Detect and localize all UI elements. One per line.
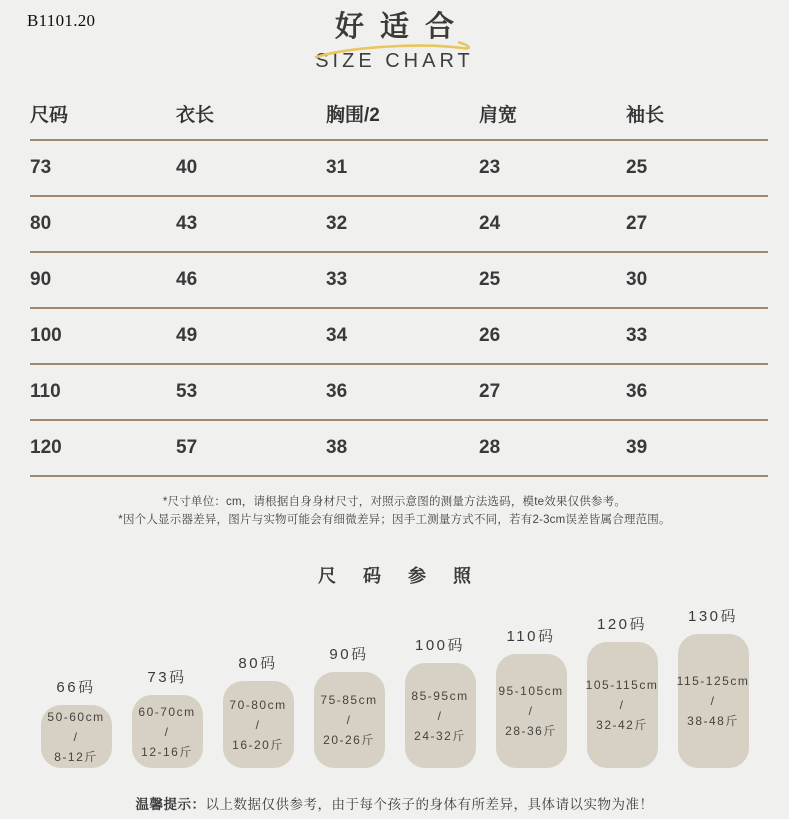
table-row bbox=[30, 197, 768, 253]
table-cell: 28 bbox=[479, 437, 501, 458]
table-cell: 100 bbox=[30, 325, 62, 346]
table-cell: 33 bbox=[326, 269, 348, 290]
brand-title-cn: 好适合 bbox=[334, 9, 470, 43]
table-cell: 49 bbox=[176, 325, 198, 346]
size-label: 100码 bbox=[414, 637, 466, 654]
note-line: *因个人显示器差异，图片与实物可能会有细微差异；因手工测量方式不同，若有2-3cm误差皆属合理范围。 bbox=[118, 513, 671, 526]
weight-range: 20-26斤 bbox=[323, 733, 375, 747]
table-row bbox=[30, 253, 768, 309]
table-cell: 120 bbox=[30, 437, 62, 458]
table-cell: 27 bbox=[626, 213, 648, 234]
size-table bbox=[30, 88, 768, 477]
warm-tip bbox=[0, 793, 789, 813]
table-cell: 33 bbox=[626, 325, 648, 346]
height-range: 60-70cm bbox=[138, 704, 196, 719]
table-cell: 26 bbox=[479, 325, 501, 346]
product-code: B1101.20 bbox=[27, 11, 96, 30]
size-label: 66码 bbox=[56, 679, 96, 696]
column-header: 胸围/2 bbox=[326, 105, 380, 126]
height-range: 105-115cm bbox=[585, 678, 659, 692]
weight-range: 16-20斤 bbox=[232, 737, 284, 752]
weight-range: 12-16斤 bbox=[141, 744, 193, 759]
height-range: 85-95cm bbox=[411, 688, 469, 703]
header bbox=[0, 0, 789, 88]
table-cell: 57 bbox=[176, 437, 198, 458]
column-header: 肩宽 bbox=[479, 105, 518, 126]
table-cell: 23 bbox=[479, 157, 501, 178]
column-header: 袖长 bbox=[626, 105, 665, 126]
table-cell: 31 bbox=[326, 157, 348, 178]
size-label: 80码 bbox=[238, 655, 278, 672]
table-cell: 36 bbox=[326, 381, 348, 402]
table-cell: 39 bbox=[626, 437, 648, 458]
size-label: 73码 bbox=[147, 669, 187, 686]
size-box bbox=[314, 672, 385, 768]
table-cell: 73 bbox=[30, 157, 52, 178]
table-cell: 36 bbox=[626, 381, 648, 402]
size-reference-item bbox=[496, 625, 567, 768]
height-range: 95-105cm bbox=[498, 684, 564, 698]
height-range: 115-125cm bbox=[676, 674, 750, 688]
table-cell: 24 bbox=[479, 213, 501, 234]
table-cell: 27 bbox=[479, 381, 501, 402]
height-range: 50-60cm bbox=[47, 709, 105, 724]
divider-slash: / bbox=[73, 729, 79, 744]
table-cell: 46 bbox=[176, 269, 198, 290]
table-row bbox=[30, 421, 768, 477]
size-reference-item bbox=[132, 666, 203, 768]
size-reference-boxes bbox=[0, 594, 789, 768]
divider-slash: / bbox=[528, 704, 534, 718]
table-row bbox=[30, 365, 768, 421]
measurement-notes bbox=[0, 494, 789, 529]
table-row bbox=[30, 309, 768, 365]
size-table-header-row bbox=[30, 88, 768, 141]
table-cell: 53 bbox=[176, 381, 198, 402]
table-cell: 34 bbox=[326, 325, 348, 346]
size-box bbox=[496, 654, 567, 768]
size-box bbox=[223, 681, 294, 768]
size-reference-item bbox=[678, 605, 749, 768]
size-reference-item bbox=[405, 634, 476, 768]
size-label: 110码 bbox=[506, 628, 556, 645]
size-reference-item bbox=[314, 643, 385, 768]
table-cell: 25 bbox=[626, 157, 648, 178]
weight-range: 24-32斤 bbox=[414, 728, 466, 743]
weight-range: 8-12斤 bbox=[54, 749, 98, 764]
size-reference-item bbox=[587, 613, 658, 768]
divider-slash: / bbox=[346, 713, 352, 727]
size-box bbox=[678, 634, 749, 768]
size-box bbox=[132, 695, 203, 768]
table-cell: 43 bbox=[176, 213, 198, 234]
table-cell: 40 bbox=[176, 157, 198, 178]
table-cell: 110 bbox=[30, 381, 61, 402]
size-reference-item bbox=[223, 652, 294, 768]
size-reference-item bbox=[41, 676, 112, 768]
table-cell: 32 bbox=[326, 213, 348, 234]
table-cell: 38 bbox=[326, 437, 348, 458]
warm-tip-prefix: 温馨提示： bbox=[135, 797, 206, 812]
size-label: 90码 bbox=[329, 646, 369, 663]
weight-range: 28-36斤 bbox=[505, 724, 557, 738]
warm-tip-text: 以上数据仅供参考，由于每个孩子的身体有所差异，具体请以实物为准！ bbox=[205, 797, 654, 812]
table-cell: 90 bbox=[30, 269, 52, 290]
divider-slash: / bbox=[437, 708, 443, 723]
size-chart-subtitle: SIZE CHART bbox=[315, 50, 474, 72]
size-label: 120码 bbox=[596, 616, 648, 633]
column-header: 尺码 bbox=[30, 105, 69, 126]
size-label: 130码 bbox=[687, 608, 739, 625]
size-box bbox=[405, 663, 476, 768]
brand-logo bbox=[0, 4, 789, 73]
height-range: 75-85cm bbox=[320, 693, 378, 707]
table-cell: 30 bbox=[626, 269, 648, 290]
table-cell: 25 bbox=[479, 269, 501, 290]
weight-range: 32-42斤 bbox=[596, 718, 648, 732]
size-box bbox=[41, 705, 112, 768]
table-cell: 80 bbox=[30, 213, 52, 234]
divider-slash: / bbox=[255, 717, 261, 732]
size-box bbox=[587, 642, 658, 768]
column-header: 衣长 bbox=[176, 105, 215, 126]
table-row bbox=[30, 141, 768, 197]
note-line: *尺寸单位：cm，请根据自身身材尺寸，对照示意图的测量方法选码，模te效果仅供参考。 bbox=[162, 496, 627, 508]
height-range: 70-80cm bbox=[229, 697, 287, 712]
divider-slash: / bbox=[164, 724, 170, 739]
divider-slash: / bbox=[619, 698, 625, 712]
weight-range: 38-48斤 bbox=[687, 714, 739, 728]
size-reference-heading: 尺 码 参 照 bbox=[317, 566, 482, 586]
divider-slash: / bbox=[710, 694, 716, 708]
